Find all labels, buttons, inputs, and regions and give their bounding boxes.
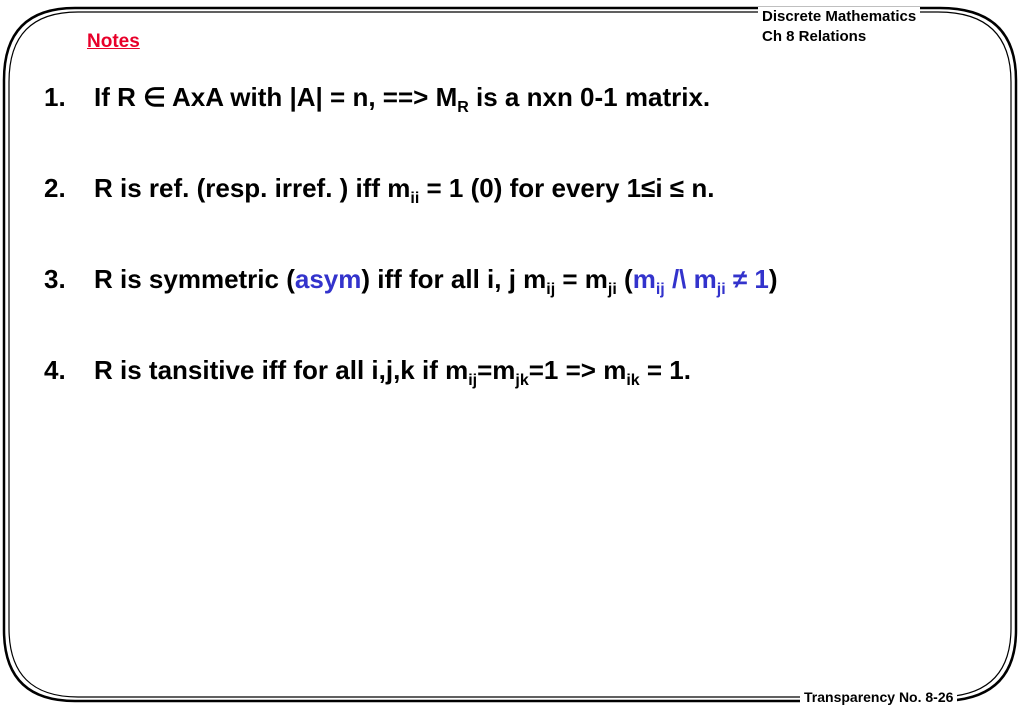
notes-heading: Notes: [87, 31, 140, 52]
chapter-title: Ch 8 Relations: [762, 28, 867, 45]
item-number: 1.: [44, 82, 66, 112]
item-number: 4.: [44, 355, 66, 385]
header-title: [758, 7, 920, 47]
less-equal-symbol: ≤: [669, 173, 685, 203]
element-of-symbol: ∈: [143, 82, 166, 112]
asym-condition: $m_{ij}$ /\ $m_{ji} \ne 1$: [632, 264, 769, 298]
list-item-1: 1. If R ∈ AxA with |A| = n, ==> $M_R$ is a nxn 0-1 matrix.: [44, 82, 711, 116]
list-item-2: 2. R is ref. (resp. irref. ) iff $m_{ii} = 1$ (0) for every 1≤i ≤ n.: [44, 173, 715, 207]
transparency-number: Transparency No. 8-26: [800, 688, 957, 706]
list-item-3: 3. R is symmetric (asym) iff for all i, j $m_{ij} = m_{ji}$ ($m_{ij}$ /\ $m_{ji} \ne 1$): [44, 264, 778, 298]
item-number: 2.: [44, 173, 66, 203]
less-equal-symbol: ≤: [641, 173, 656, 203]
item-number: 3.: [44, 264, 66, 294]
asym-term: asym: [294, 264, 362, 294]
course-title: Discrete Mathematics: [762, 8, 917, 25]
list-item-4: 4. R is tansitive iff for all i,j,k if $m_{ij}=m_{jk}=1 => m_{ik} = 1$.: [44, 355, 691, 389]
